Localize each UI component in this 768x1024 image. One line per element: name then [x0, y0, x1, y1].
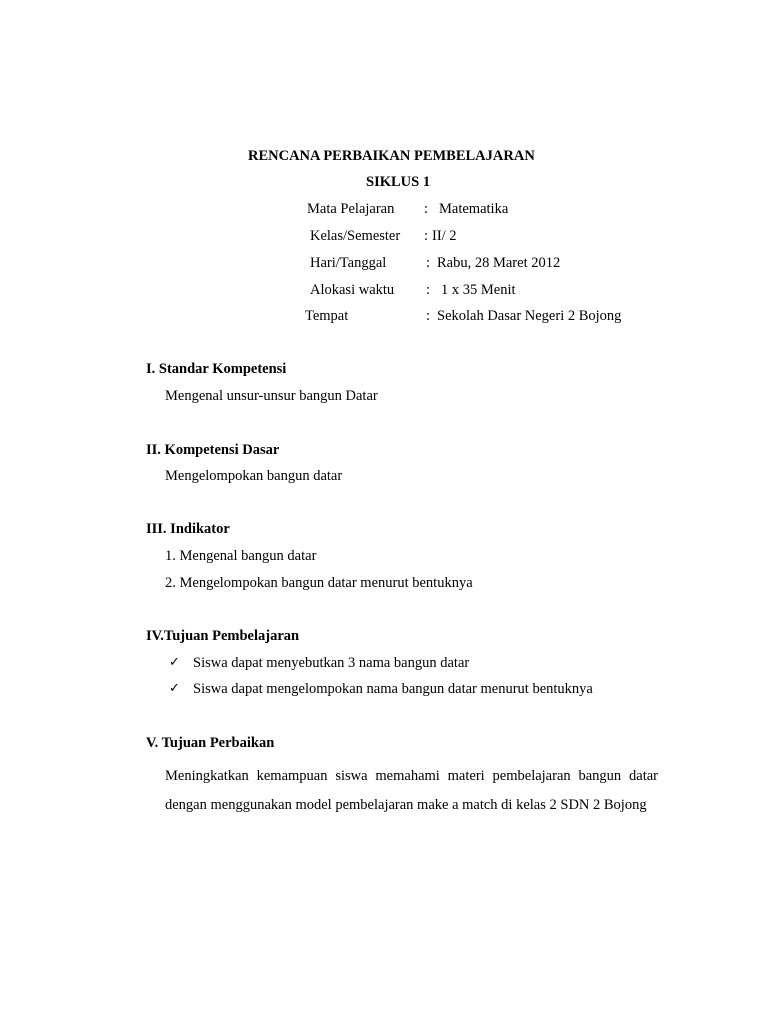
check-icon: ✓: [169, 681, 180, 696]
section-heading: I. Standar Kompetensi: [146, 361, 287, 377]
info-colon: :: [426, 255, 431, 271]
info-value: Rabu, 28 Maret 2012: [437, 255, 561, 271]
list-item: 1. Mengenal bangun datar: [165, 548, 317, 564]
info-label: Hari/Tanggal: [310, 255, 387, 271]
info-colon: :: [424, 201, 429, 217]
info-label: Alokasi waktu: [310, 282, 395, 298]
section-text: Mengelompokan bangun datar: [165, 468, 343, 484]
check-icon: ✓: [169, 655, 180, 670]
list-item: Siswa dapat menyebutkan 3 nama bangun datar: [193, 655, 470, 671]
section-paragraph: Meningkatkan kemampuan siswa memahami materi pembelajaran bangun datar dengan menggunakan model pembelajaran make a match di kelas 2 SDN 2 Bojong: [165, 768, 658, 813]
section-heading: III. Indikator: [146, 521, 230, 537]
info-value: Matematika: [439, 201, 509, 217]
info-label: Mata Pelajaran: [307, 201, 395, 217]
list-item: 2. Mengelompokan bangun datar menurut bentuknya: [165, 575, 473, 591]
info-colon: :: [424, 228, 429, 244]
section-heading: V. Tujuan Perbaikan: [146, 735, 275, 751]
info-colon: :: [426, 282, 431, 298]
info-value: Sekolah Dasar Negeri 2 Bojong: [437, 308, 622, 324]
list-item: Siswa dapat mengelompokan nama bangun datar menurut bentuknya: [193, 681, 593, 697]
info-value: II/ 2: [432, 228, 457, 244]
section-heading: IV.Tujuan Pembelajaran: [146, 628, 300, 644]
document-title: RENCANA PERBAIKAN PEMBELAJARAN: [248, 148, 535, 164]
info-colon: :: [426, 308, 431, 324]
info-value: 1 x 35 Menit: [441, 282, 516, 298]
info-label: Kelas/Semester: [310, 228, 401, 244]
document-subtitle: SIKLUS 1: [366, 174, 431, 190]
info-label: Tempat: [305, 308, 349, 324]
section-heading: II. Kompetensi Dasar: [146, 442, 280, 458]
section-text: Mengenal unsur-unsur bangun Datar: [165, 388, 378, 404]
